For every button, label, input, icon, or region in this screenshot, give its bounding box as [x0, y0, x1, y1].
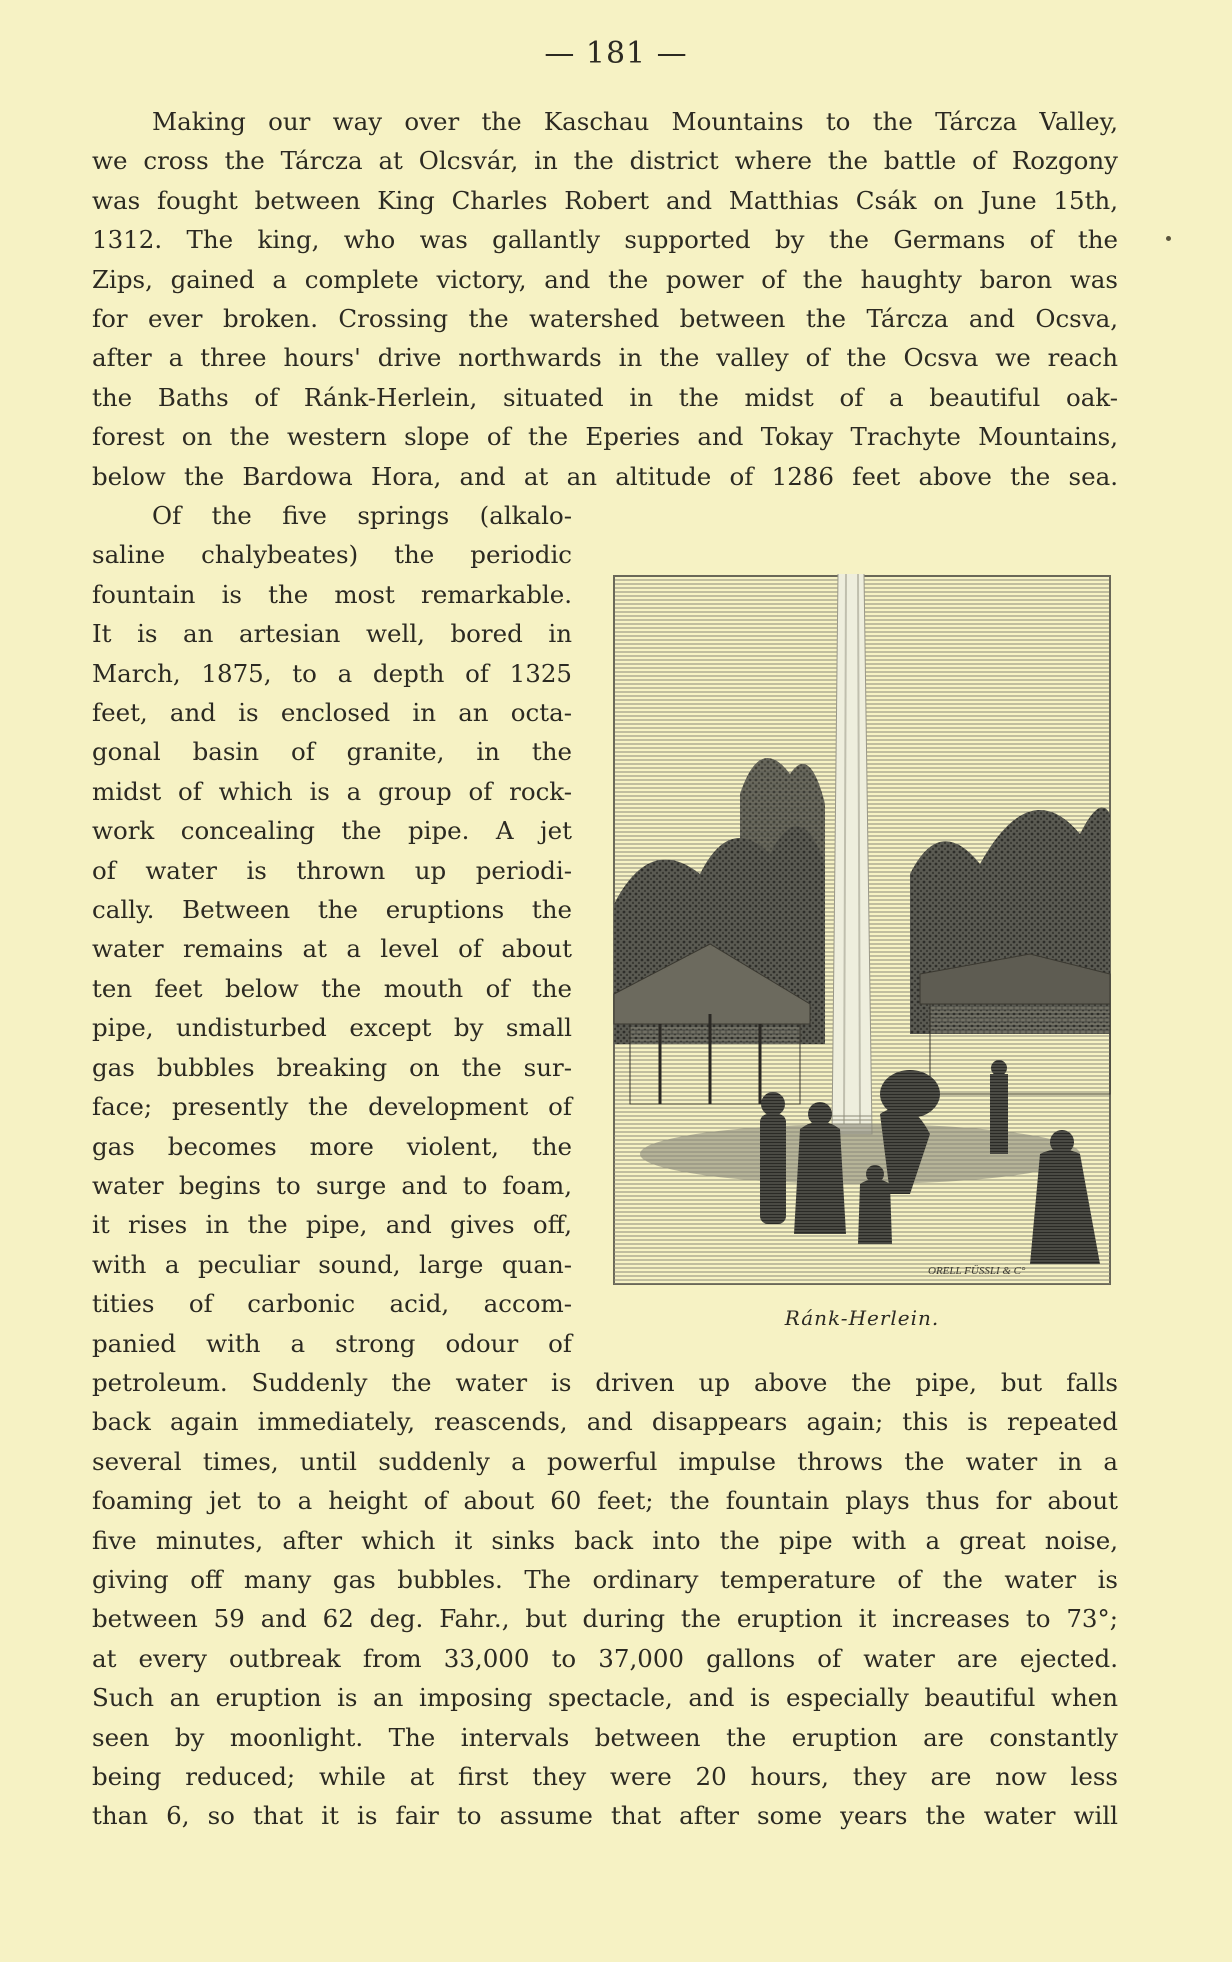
- engraver-signature: ORELL FÜSSLI & C°: [928, 1265, 1026, 1277]
- margin-mark: [1166, 236, 1171, 241]
- text-line: forest on the western slope of the Eperies and Tokay Trachyte Mountains,: [92, 422, 1118, 452]
- text-line: work concealing the pipe. A jet: [92, 816, 572, 846]
- engraving-ranks-herlein-fountain: [610, 574, 1114, 1288]
- text-line: Zips, gained a complete victory, and the power of the haughty baron was: [92, 264, 1118, 294]
- text-line: gonal basin of granite, in the: [92, 737, 572, 767]
- text-line: saline chalybeates) the periodic: [92, 540, 572, 570]
- text-line: seen by moonlight. The intervals between the eruption are constantly: [92, 1722, 1118, 1752]
- text-line: water begins to surge and to foam,: [92, 1170, 572, 1200]
- text-line: It is an artesian well, bored in: [92, 619, 572, 649]
- text-line: we cross the Tárcza at Olcsvár, in the district where the battle of Rozgony: [92, 146, 1118, 176]
- text-line: gas becomes more violent, the: [92, 1131, 572, 1161]
- text-line: several times, until suddenly a powerful impulse throws the water in a: [92, 1446, 1118, 1476]
- text-line: face; presently the development of: [92, 1092, 572, 1122]
- text-line: Of the five springs (alkalo-: [152, 501, 572, 530]
- text-line: the Baths of Ránk-Herlein, situated in the midst of a beautiful oak-: [92, 382, 1118, 412]
- text-line: being reduced; while at first they were 20 hours, they are now less: [92, 1762, 1118, 1792]
- text-line: below the Bardowa Hora, and at an altitude of 1286 feet above the sea.: [92, 461, 1118, 491]
- text-line: panied with a strong odour of: [92, 1328, 572, 1358]
- paragraph-intro: [92, 102, 1118, 496]
- text-line: of water is thrown up periodi-: [92, 855, 572, 885]
- text-line: Such an eruption is an imposing spectacle, and is especially beautiful when: [92, 1683, 1118, 1713]
- text-line: between 59 and 62 deg. Fahr., but during the eruption it increases to 73°;: [92, 1604, 1118, 1634]
- paragraph-fountain-column: [92, 496, 572, 1363]
- text-line: with a peculiar sound, large quan-: [92, 1249, 572, 1279]
- text-line: at every outbreak from 33,000 to 37,000 gallons of water are ejected.: [92, 1643, 1118, 1673]
- text-line: tities of carbonic acid, accom-: [92, 1289, 572, 1319]
- text-line: feet, and is enclosed in an octa-: [92, 698, 572, 728]
- text-line: fountain is the most remarkable.: [92, 579, 572, 609]
- text-line: gas bubbles breaking on the sur-: [92, 1052, 572, 1082]
- text-line: Making our way over the Kaschau Mountains to the Tárcza Valley,: [152, 107, 1118, 136]
- text-line: giving off many gas bubbles. The ordinary temperature of the water is: [92, 1565, 1118, 1595]
- text-line: pipe, undisturbed except by small: [92, 1013, 572, 1043]
- text-line: 1312. The king, who was gallantly supported by the Germans of the: [92, 225, 1118, 255]
- text-line: petroleum. Suddenly the water is driven up above the pipe, but falls: [92, 1368, 1118, 1397]
- text-line: back again immediately, reascends, and disappears again; this is repeated: [92, 1407, 1118, 1437]
- text-line: than 6, so that it is fair to assume that after some years the water will: [92, 1801, 1118, 1831]
- text-line: for ever broken. Crossing the watershed between the Tárcza and Ocsva,: [92, 304, 1118, 334]
- text-line: was fought between King Charles Robert and Matthias Csák on June 15th,: [92, 185, 1118, 215]
- text-line: March, 1875, to a depth of 1325: [92, 658, 572, 688]
- text-line: it rises in the pipe, and gives off,: [92, 1210, 572, 1240]
- text-line: ten feet below the mouth of the: [92, 973, 572, 1003]
- text-line: midst of which is a group of rock-: [92, 776, 572, 806]
- text-line: water remains at a level of about: [92, 934, 572, 964]
- text-line: after a three hours' drive northwards in the valley of the Ocsva we reach: [92, 343, 1118, 373]
- page-number: — 181 —: [544, 36, 688, 71]
- text-line: foaming jet to a height of about 60 feet; the fountain plays thus for about: [92, 1486, 1118, 1516]
- figure-caption: Ránk-Herlein.: [784, 1306, 940, 1330]
- text-line: five minutes, after which it sinks back into the pipe with a great noise,: [92, 1525, 1118, 1555]
- text-line: cally. Between the eruptions the: [92, 895, 572, 925]
- paragraph-fountain-continued: [92, 1363, 1118, 1836]
